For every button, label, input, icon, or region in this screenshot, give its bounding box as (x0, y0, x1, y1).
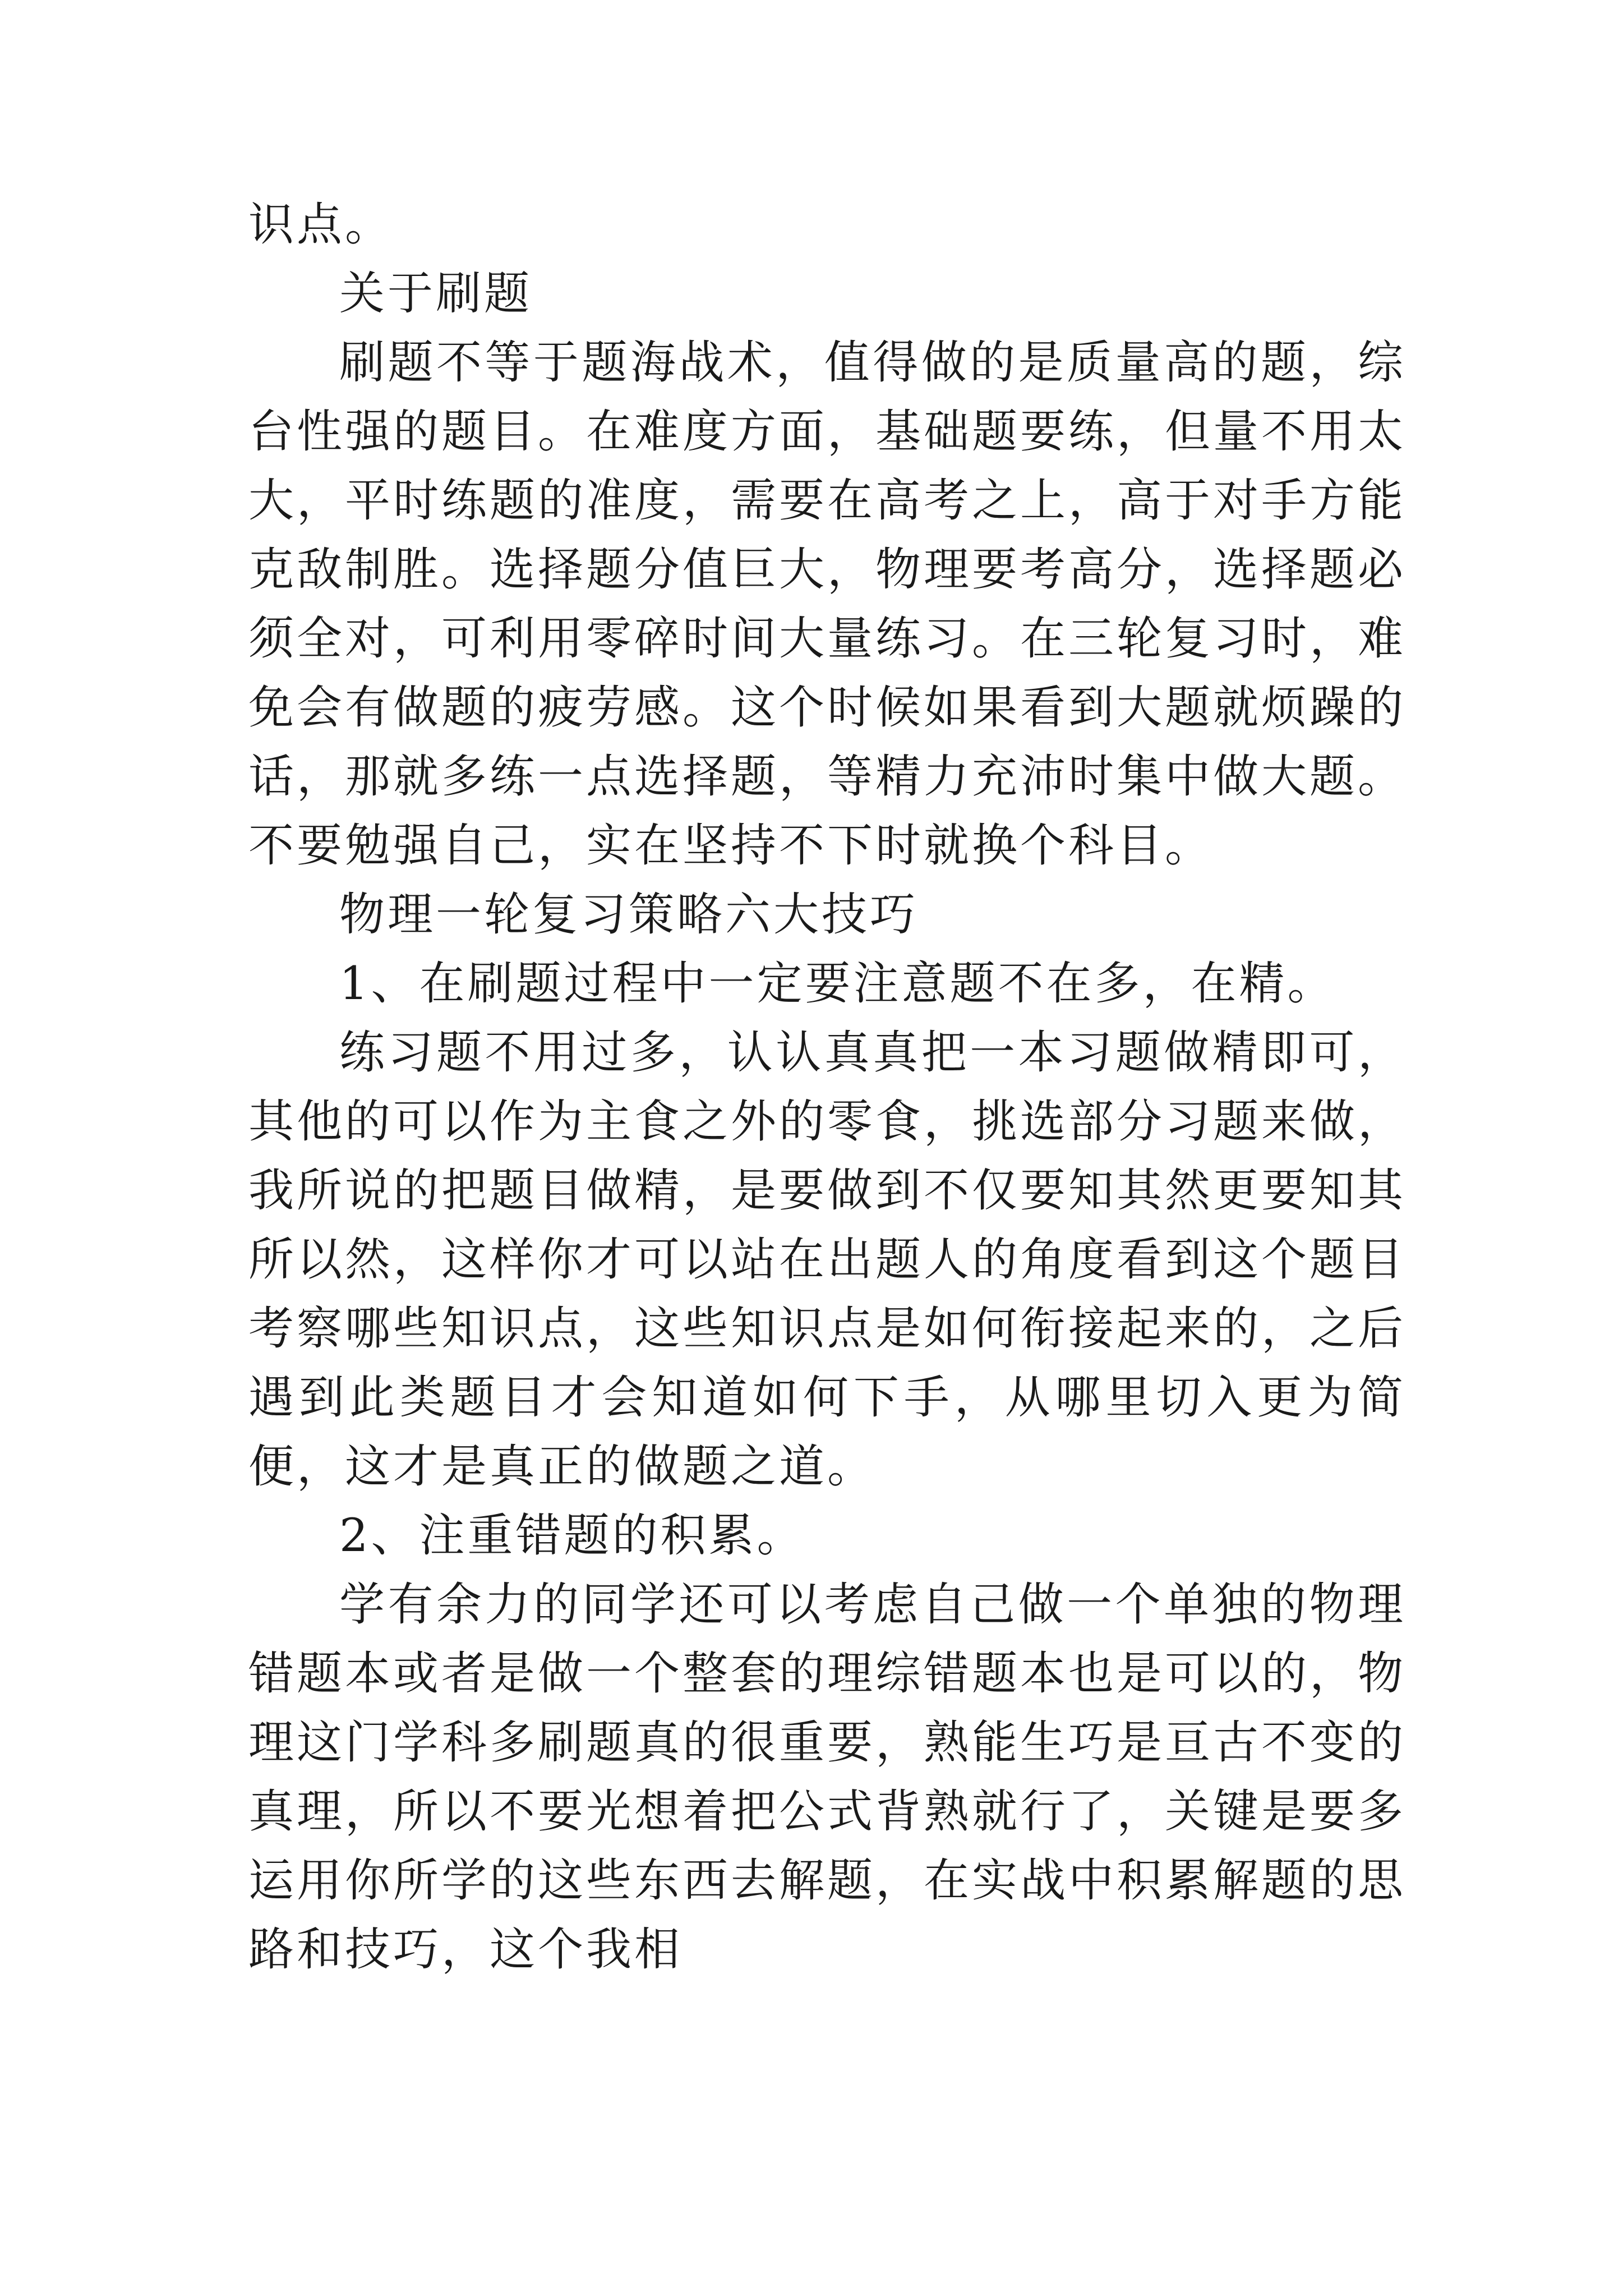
paragraph-shuati: 刷题不等于题海战术，值得做的是质量高的题，综台性强的题目。在难度方面，基础题要练，但量不用太大，平时练题的准度，需要在高考之上，高于对手方能克敌制胜。选择题分值巨大，物理要考高分，选择题必须全对，可利用零碎时间大量练习。在三轮复习时，难免会有做题的疲劳感。这个时候如果看到大题就烦躁的话，那就多练一点选择题，等精力充沛时集中做大题。不要勉强自己，实在坚持不下时就换个科目。 (248, 337, 1407, 872)
tip-2-heading: 2、注重错题的积累。 (339, 1510, 805, 1562)
paragraph-continuation: 识点。 (248, 199, 394, 251)
section-heading-shuati: 关于刷题 (339, 268, 533, 320)
tip-1-body: 练习题不用过多，认认真真把一本习题做精即可，其他的可以作为主食之外的零食，挑选部分习题来做，我所说的把题目做精，是要做到不仅要知其然更要知其所以然，这样你才可以站在出题人的角度看到这个题目考察哪些知识点，这些知识点是如何衔接起来的，之后遇到此类题目才会知道如何下手，从哪里切入更为简便，这才是真正的做题之道。 (248, 1027, 1407, 1493)
tip-1-heading: 1、在刷题过程中一定要注意题不在多，在精。 (339, 958, 1336, 1010)
document-body (248, 191, 1406, 1985)
tip-2-body: 学有余力的同学还可以考虑自己做一个单独的物理错题本或者是做一个整套的理综错题本也是可以的，物理这门学科多刷题真的很重要，熟能生巧是亘古不变的真理，所以不要光想着把公式背熟就行了，关键是要多运用你所学的这些东西去解题，在实战中积累解题的思路和技巧，这个我相 (248, 1579, 1407, 1976)
section-heading-strategy: 物理一轮复习策略六大技巧 (339, 889, 919, 941)
